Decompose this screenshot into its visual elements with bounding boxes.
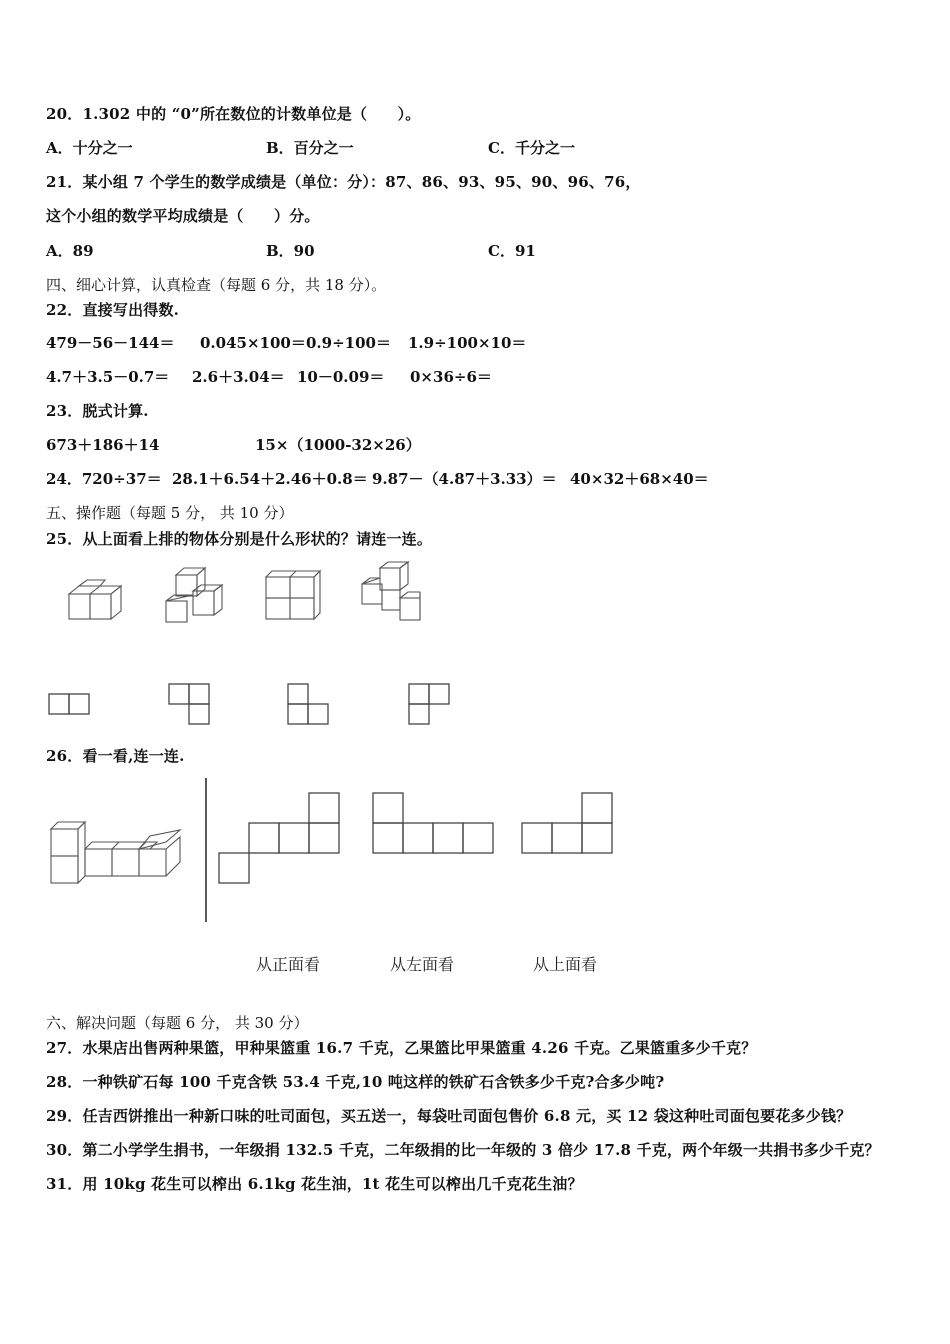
q20-option-c: C．千分之一 — [488, 139, 575, 157]
q23-item1: 673＋186＋14 — [46, 436, 160, 454]
q22-r2-item1: 4.7＋3.5－0.7＝ — [46, 368, 170, 386]
q25-view-3 — [287, 683, 331, 725]
q22-r2-item3: 10－0.09＝ — [297, 368, 385, 386]
q25-solid-2 — [162, 565, 228, 625]
q31-text: 31．用 10kg 花生可以榨出 6.1kg 花生油，1t 花生可以榨出几千克花生油？ — [46, 1175, 583, 1193]
q23-title: 23．脱式计算. — [46, 402, 149, 420]
section-6-heading: 六、解决问题（每题 6 分， 共 30 分） — [46, 1014, 309, 1032]
q22-r2-item4: 0×36÷6＝ — [410, 368, 492, 386]
q24-item2: 28.1＋6.54＋2.46＋0.8＝ — [172, 470, 368, 488]
q21-option-c: C．91 — [488, 242, 536, 260]
q25-view-4 — [408, 683, 452, 725]
q26-caption-top: 从上面看 — [533, 955, 598, 974]
q27-text: 27．水果店出售两种果篮，甲种果篮重 16.7 千克，乙果篮比甲果篮重 4.26 千克。乙果篮重多少千克？ — [46, 1039, 757, 1057]
q24-item1: 24．720÷37＝ — [46, 470, 162, 488]
q25-solid-1 — [65, 578, 125, 624]
q22-title: 22．直接写出得数. — [46, 301, 180, 319]
q25-view-1 — [48, 693, 92, 717]
q26-view-2 — [372, 792, 498, 858]
q20-stem: 20．1.302 中的 “0”所在数位的计数单位是（ ）。 — [46, 105, 421, 123]
q21-stem-line2: 这个小组的数学平均成绩是（ ）分。 — [46, 207, 320, 225]
q22-r1-item4: 1.9÷100×10＝ — [408, 334, 527, 352]
q30-text: 30．第二小学学生捐书，一年级捐 132.5 千克，二年级捐的比一年级的 3 倍少 17.8 千克，两个年级一共捐书多少千克？ — [46, 1141, 880, 1159]
q25-view-2 — [168, 683, 212, 725]
q26-caption-left: 从左面看 — [390, 955, 455, 974]
q25-title: 25．从上面看上排的物体分别是什么形状的？请连一连。 — [46, 530, 433, 548]
q26-view-3 — [521, 792, 617, 858]
q26-view-1 — [218, 792, 342, 888]
q22-r2-item2: 2.6＋3.04＝ — [192, 368, 285, 386]
q21-option-a: A．89 — [46, 242, 94, 260]
q25-solid-3 — [262, 567, 322, 623]
q21-option-b: B．90 — [266, 242, 315, 260]
q28-text: 28．一种铁矿石每 100 千克含铁 53.4 千克,10 吨这样的铁矿石含铁多少千克?合多少吨? — [46, 1073, 665, 1091]
q22-r1-item1: 479－56－144＝ — [46, 334, 175, 352]
q21-stem-line1: 21．某小组 7 个学生的数学成绩是（单位：分）：87、86、93、95、90、96、76， — [46, 173, 641, 191]
q29-text: 29．任吉西饼推出一种新口味的吐司面包，买五送一，每袋吐司面包售价 6.8 元，买 12 袋这种吐司面包要花多少钱？ — [46, 1107, 852, 1125]
section-4-heading: 四、细心计算，认真检查（每题 6 分，共 18 分）。 — [46, 276, 387, 294]
q26-title: 26．看一看,连一连. — [46, 747, 185, 765]
q26-solid — [48, 820, 184, 888]
q22-r1-item3: 0.9÷100＝ — [306, 334, 391, 352]
q20-option-a: A．十分之一 — [46, 139, 133, 157]
q24-item4: 40×32＋68×40＝ — [570, 470, 709, 488]
section-5-heading: 五、操作题（每题 5 分， 共 10 分） — [46, 504, 294, 522]
q26-divider — [204, 778, 208, 924]
q24-item3: 9.87－（4.87＋3.33）＝ — [372, 470, 557, 488]
q26-caption-front: 从正面看 — [256, 955, 321, 974]
q25-solid-4 — [358, 560, 426, 624]
q22-r1-item2: 0.045×100＝ — [200, 334, 306, 352]
q20-option-b: B．百分之一 — [266, 139, 354, 157]
q23-item2: 15×（1000-32×26） — [255, 436, 421, 454]
